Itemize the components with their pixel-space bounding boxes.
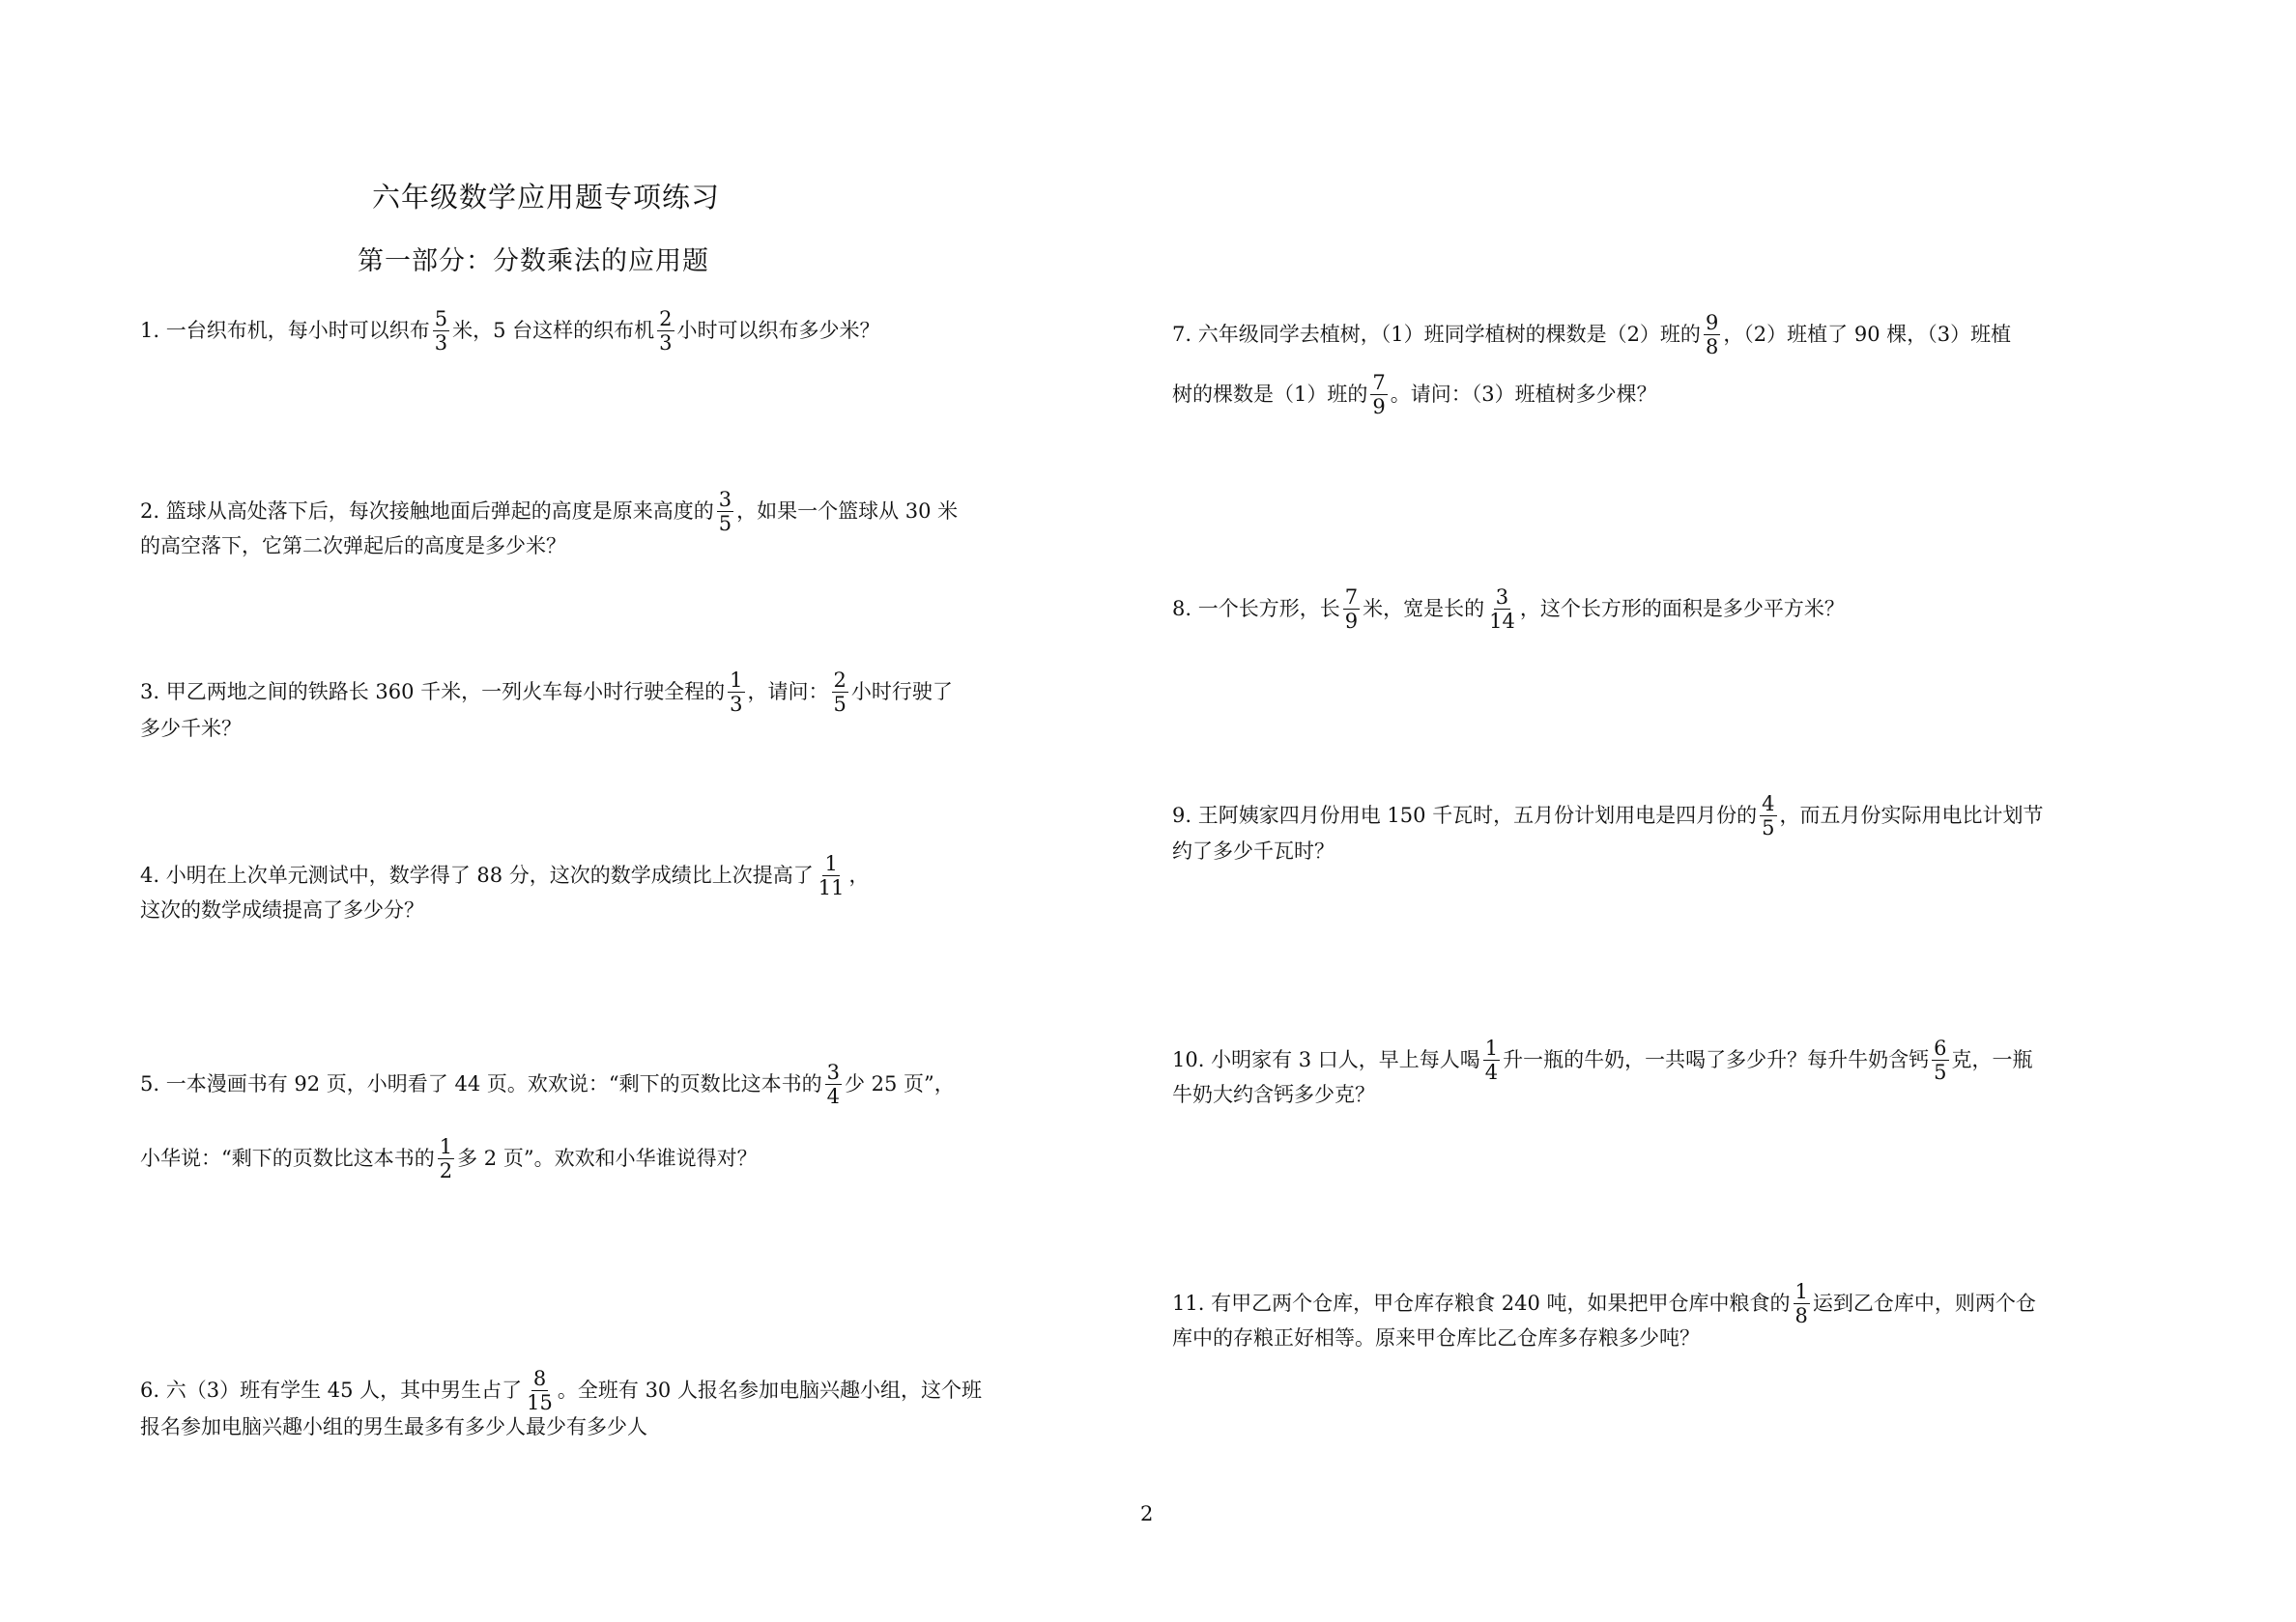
question-line [140,536,566,556]
fraction [657,307,674,355]
question-text: 这次的数学成绩提高了多少分？ [140,898,424,922]
question-text: 3. 甲乙两地之间的铁路长 360 千米，一列火车每小时行驶全程的 [140,680,726,703]
fraction-denominator: 9 [1344,610,1359,633]
fraction-numerator: 2 [833,669,847,692]
question-text: 米，5 台这样的织布机 [452,319,655,342]
question-text: 11. 有甲乙两个仓库，甲仓库存粮食 240 吨，如果把甲仓库中粮食的 [1172,1292,1791,1315]
fraction-numerator: 8 [532,1367,547,1390]
question-line [1172,1085,1375,1105]
question-text: 库中的存粮正好相等。原来甲仓库比乙仓库多存粮多少吨？ [1172,1326,1700,1350]
fraction [1760,792,1776,839]
fraction-numerator: 9 [1705,311,1719,334]
fraction-numerator: 7 [1372,371,1386,394]
question-line [140,1135,758,1182]
fraction-denominator: 5 [1762,816,1775,839]
question-line [1172,1328,1700,1349]
question-line [1172,792,2044,839]
question-line [1172,841,1335,862]
question-line [140,852,870,899]
question-text: 2. 篮球从高处落下后，每次接触地面后弹起的高度是原来高度的 [140,499,714,523]
question-text: ，如果一个篮球从 30 米 [736,499,959,523]
question-line [1172,1280,2036,1327]
question-text: 树的棵数是（1）班的 [1172,383,1368,406]
question-text: 。全班有 30 人报名参加电脑兴趣小组，这个班 [557,1379,982,1402]
question-line [140,1061,955,1108]
fraction-denominator: 8 [1794,1304,1808,1327]
fraction [728,669,744,716]
question-text: 。请问：（3）班植树多少棵？ [1390,383,1657,406]
question-text: ， [848,864,870,887]
question-text: 小时行驶了 [850,680,953,703]
question-line [140,669,953,716]
question-text: 多少千米？ [140,717,242,740]
question-text: 7. 六年级同学去植树，（1）班同学植树的棵数是（2）班的 [1172,323,1701,346]
question-line [140,307,880,355]
fraction [438,1135,454,1182]
question-text: 的高空落下，它第二次弹起后的高度是多少米？ [140,534,566,557]
question-text: 米，宽是长的 [1363,597,1485,620]
fraction-denominator: 4 [1484,1061,1499,1084]
fraction-denominator: 5 [833,693,847,716]
fraction-numerator: 1 [1794,1280,1808,1303]
fraction-numerator: 3 [826,1061,840,1084]
fraction-numerator: 4 [1762,792,1775,815]
fraction [1343,585,1360,633]
fraction [1704,311,1720,358]
question-text: ，这个长方形的面积是多少平方米？ [1519,597,1845,620]
question-text: 4. 小明在上次单元测试中，数学得了 88 分，这次的数学成绩比上次提高了 [140,864,814,887]
fraction-denominator: 15 [527,1391,553,1414]
question-text: 少 25 页”， [844,1072,955,1096]
question-text: 1. 一台织布机，每小时可以织布 [140,319,430,342]
question-line [1172,371,1657,418]
question-line [140,719,242,739]
fraction [817,852,847,899]
question-text: 报名参加电脑兴趣小组的男生最多有多少人最少有多少人 [140,1415,647,1438]
fraction-denominator: 2 [439,1159,453,1182]
fraction-numerator: 1 [439,1135,453,1158]
fraction [525,1367,555,1414]
page-title: 六年级数学应用题专项练习 [372,181,721,213]
question-text: ，请问： [747,680,829,703]
question-line [140,900,424,921]
question-text: 8. 一个长方形，长 [1172,597,1340,620]
section-subtitle: 第一部分：分数乘法的应用题 [358,246,709,276]
fraction-numerator: 3 [718,488,732,511]
fraction-denominator: 3 [659,331,673,355]
question-text: 5. 一本漫画书有 92 页，小明看了 44 页。欢欢说：“剩下的页数比这本书的 [140,1072,822,1096]
question-line [140,1417,647,1437]
question-text: 多 2 页”。欢欢和小华谁说得对？ [457,1147,758,1170]
question-text: 约了多少千瓦时？ [1172,839,1335,863]
fraction [1932,1037,1948,1084]
fraction [1487,585,1517,633]
question-text: 10. 小明家有 3 口人，早上每人喝 [1172,1048,1480,1071]
fraction-numerator: 6 [1934,1037,1947,1060]
fraction-denominator: 3 [434,331,448,355]
fraction [1370,371,1387,418]
question-text: 克，一瓶 [1951,1048,2033,1071]
question-text: 牛奶大约含钙多少克？ [1172,1083,1375,1106]
fraction-numerator: 1 [730,669,743,692]
fraction-numerator: 2 [659,307,673,330]
question-text: 运到乙仓库中，则两个仓 [1812,1292,2036,1315]
fraction [825,1061,842,1108]
fraction-denominator: 11 [818,876,845,899]
question-text: 小时可以织布多少米？ [676,319,880,342]
fraction-numerator: 3 [1495,585,1509,609]
question-line [140,1367,982,1414]
fraction-denominator: 9 [1372,395,1386,418]
fraction-numerator: 7 [1344,585,1359,609]
question-text: 6. 六（3）班有学生 45 人，其中男生占了 [140,1379,523,1402]
question-text: 9. 王阿姨家四月份用电 150 千瓦时，五月份计划用电是四月份的 [1172,804,1758,827]
fraction-denominator: 5 [718,512,732,535]
question-line [1172,311,2011,358]
fraction [433,307,449,355]
question-text: 小华说：“剩下的页数比这本书的 [140,1147,435,1170]
fraction-numerator: 1 [824,852,838,875]
fraction [832,669,848,716]
fraction-numerator: 1 [1484,1037,1499,1060]
fraction-denominator: 4 [826,1085,840,1108]
fraction-denominator: 14 [1489,610,1515,633]
question-line [140,488,958,535]
fraction [1794,1280,1810,1327]
fraction-numerator: 5 [434,307,448,330]
question-text: ，（2）班植了 90 棵，（3）班植 [1723,323,2012,346]
fraction-denominator: 3 [730,693,743,716]
page-number: 2 [1140,1502,1154,1525]
fraction-denominator: 5 [1934,1061,1947,1084]
question-text: 升一瓶的牛奶，一共喝了多少升？每升牛奶含钙 [1503,1048,1930,1071]
fraction [1483,1037,1500,1084]
question-line [1172,1037,2033,1084]
fraction [717,488,733,535]
question-line [1172,585,1845,633]
fraction-denominator: 8 [1705,335,1719,358]
question-text: ，而五月份实际用电比计划节 [1779,804,2044,827]
